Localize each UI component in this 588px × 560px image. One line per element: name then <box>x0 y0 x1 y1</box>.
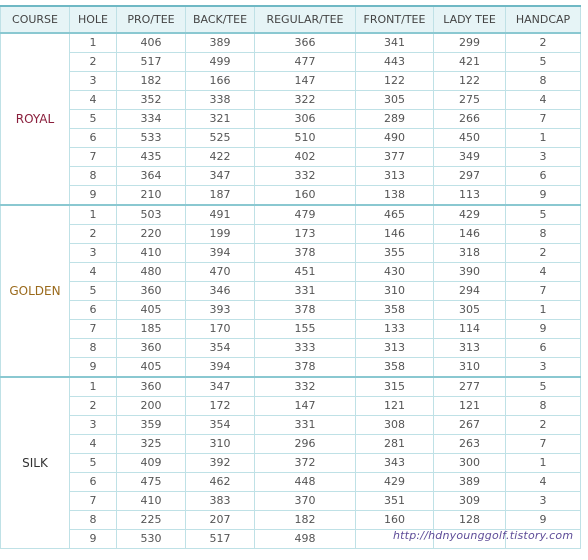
table-cell: 160 <box>356 511 434 530</box>
table-cell: 517 <box>117 53 186 72</box>
table-cell: 2 <box>70 225 117 244</box>
table-cell: 409 <box>117 454 186 473</box>
table-cell: 351 <box>356 492 434 511</box>
table-cell: 281 <box>356 435 434 454</box>
table-row <box>1 72 581 91</box>
header-row <box>1 6 581 33</box>
table-cell: 360 <box>117 339 186 358</box>
table-cell: 5 <box>506 205 581 225</box>
table-cell: 6 <box>506 167 581 186</box>
table-cell: 341 <box>356 33 434 53</box>
table-cell: 366 <box>255 33 356 53</box>
table-cell: 5 <box>506 377 581 397</box>
table-cell: 199 <box>186 225 255 244</box>
table-cell: 4 <box>506 263 581 282</box>
table-row <box>1 492 581 511</box>
watermark-url: http://hdnyounggolf.tistory.com <box>393 529 574 542</box>
table-row <box>1 53 581 72</box>
table-cell: 389 <box>186 33 255 53</box>
table-cell: 4 <box>70 91 117 110</box>
table-cell: 470 <box>186 263 255 282</box>
table-cell: 347 <box>186 167 255 186</box>
table-cell: 530 <box>117 530 186 549</box>
table-cell: 187 <box>186 186 255 206</box>
table-cell: 315 <box>356 377 434 397</box>
table-cell: 429 <box>356 473 434 492</box>
table-cell: 185 <box>117 320 186 339</box>
table-cell: 475 <box>117 473 186 492</box>
table-cell: 1 <box>70 33 117 53</box>
table-row <box>1 33 581 53</box>
table-row <box>1 320 581 339</box>
table-cell: 1 <box>506 301 581 320</box>
table-cell: 2 <box>70 53 117 72</box>
table-cell: 173 <box>255 225 356 244</box>
table-row <box>1 397 581 416</box>
table-cell: 332 <box>255 167 356 186</box>
table-cell: 383 <box>186 492 255 511</box>
table-cell: 9 <box>70 186 117 206</box>
table-cell: 480 <box>117 263 186 282</box>
table-cell: 275 <box>434 91 506 110</box>
table-cell: 220 <box>117 225 186 244</box>
table-row <box>1 244 581 263</box>
table-cell: 5 <box>506 53 581 72</box>
table-cell: 305 <box>434 301 506 320</box>
table-cell: 410 <box>117 244 186 263</box>
table-cell: 9 <box>506 186 581 206</box>
table-row <box>1 186 581 206</box>
table-cell: 7 <box>70 492 117 511</box>
table-cell: 4 <box>70 435 117 454</box>
table-cell: 517 <box>186 530 255 549</box>
table-cell: 3 <box>70 72 117 91</box>
table-cell: 7 <box>506 282 581 301</box>
table-cell: 322 <box>255 91 356 110</box>
table-cell: 355 <box>356 244 434 263</box>
table-cell: 6 <box>70 129 117 148</box>
table-cell: 146 <box>434 225 506 244</box>
table-cell: 182 <box>255 511 356 530</box>
table-cell: 172 <box>186 397 255 416</box>
table-cell: 338 <box>186 91 255 110</box>
table-cell: 313 <box>434 339 506 358</box>
table-cell: 294 <box>434 282 506 301</box>
table-cell: 289 <box>356 110 434 129</box>
table-cell: 360 <box>117 377 186 397</box>
table-cell: 114 <box>434 320 506 339</box>
table-cell: 6 <box>70 473 117 492</box>
column-header: LADY TEE <box>434 6 506 33</box>
table-cell: 3 <box>70 244 117 263</box>
table-row <box>1 416 581 435</box>
table-cell: 3 <box>506 492 581 511</box>
table-cell: 277 <box>434 377 506 397</box>
table-cell: 9 <box>70 530 117 549</box>
table-cell: 5 <box>70 454 117 473</box>
table-cell: 390 <box>434 263 506 282</box>
table-cell: 358 <box>356 301 434 320</box>
table-cell: 299 <box>434 33 506 53</box>
table-cell: 422 <box>186 148 255 167</box>
table-cell: 297 <box>434 167 506 186</box>
table-cell: 4 <box>70 263 117 282</box>
table-cell: 6 <box>70 301 117 320</box>
table-cell: 318 <box>434 244 506 263</box>
table-cell: 465 <box>356 205 434 225</box>
table-row <box>1 282 581 301</box>
table-cell: 378 <box>255 358 356 378</box>
table-cell: 121 <box>434 397 506 416</box>
table-row <box>1 148 581 167</box>
table-cell: 128 <box>434 511 506 530</box>
table-cell: 354 <box>186 339 255 358</box>
table-row <box>1 91 581 110</box>
table-cell: 498 <box>255 530 356 549</box>
table-cell: 490 <box>356 129 434 148</box>
table-cell: 448 <box>255 473 356 492</box>
table-cell: 1 <box>70 377 117 397</box>
table-cell: 450 <box>434 129 506 148</box>
table-cell: 406 <box>117 33 186 53</box>
table-cell: 8 <box>70 339 117 358</box>
table-cell: 9 <box>506 320 581 339</box>
table-cell: 8 <box>70 167 117 186</box>
table-cell: 503 <box>117 205 186 225</box>
column-header: HOLE <box>70 6 117 33</box>
table-cell: 310 <box>186 435 255 454</box>
table-row <box>1 473 581 492</box>
table-cell: 2 <box>506 33 581 53</box>
table-cell: 2 <box>70 397 117 416</box>
table-row <box>1 129 581 148</box>
column-header: PRO/TEE <box>117 6 186 33</box>
table-cell: 170 <box>186 320 255 339</box>
table-cell: 510 <box>255 129 356 148</box>
table-cell: 343 <box>356 454 434 473</box>
table-cell: 349 <box>434 148 506 167</box>
table-cell: 133 <box>356 320 434 339</box>
table-cell: 347 <box>186 377 255 397</box>
table-cell: 402 <box>255 148 356 167</box>
golf-course-yardage-table <box>0 5 581 549</box>
table-cell: 305 <box>356 91 434 110</box>
table-cell: 360 <box>117 282 186 301</box>
table-cell: 364 <box>117 167 186 186</box>
table-cell: 8 <box>506 397 581 416</box>
table-cell: 266 <box>434 110 506 129</box>
table-cell: 525 <box>186 129 255 148</box>
course-name-golden: GOLDEN <box>1 205 70 377</box>
table-row <box>1 110 581 129</box>
table-cell: 405 <box>117 301 186 320</box>
table-cell: 7 <box>506 110 581 129</box>
table-cell: 352 <box>117 91 186 110</box>
table-cell: 410 <box>117 492 186 511</box>
table-cell: 200 <box>117 397 186 416</box>
table-cell: 313 <box>356 339 434 358</box>
table-cell: 308 <box>356 416 434 435</box>
table-row <box>1 511 581 530</box>
table-cell: 435 <box>117 148 186 167</box>
table-cell: 394 <box>186 244 255 263</box>
table-cell: 3 <box>506 358 581 378</box>
table-cell: 7 <box>70 148 117 167</box>
table-cell: 1 <box>506 454 581 473</box>
table-cell: 3 <box>506 148 581 167</box>
table-cell: 359 <box>117 416 186 435</box>
table-row <box>1 301 581 320</box>
table-cell: 331 <box>255 282 356 301</box>
table-cell: 2 <box>506 416 581 435</box>
table-cell: 138 <box>356 186 434 206</box>
column-header: REGULAR/TEE <box>255 6 356 33</box>
table-cell: 377 <box>356 148 434 167</box>
table-cell: 300 <box>434 454 506 473</box>
table-cell: 4 <box>506 91 581 110</box>
table-cell: 8 <box>506 72 581 91</box>
table-cell: 225 <box>117 511 186 530</box>
table-cell: 267 <box>434 416 506 435</box>
table-cell: 372 <box>255 454 356 473</box>
table-cell: 477 <box>255 53 356 72</box>
table-row <box>1 167 581 186</box>
table-cell: 5 <box>70 282 117 301</box>
table-cell: 462 <box>186 473 255 492</box>
table-cell: 147 <box>255 72 356 91</box>
table-cell: 146 <box>356 225 434 244</box>
table-cell: 7 <box>506 435 581 454</box>
table-cell: 155 <box>255 320 356 339</box>
table-row <box>1 454 581 473</box>
table-cell: 296 <box>255 435 356 454</box>
table-cell: 499 <box>186 53 255 72</box>
table-cell: 7 <box>70 320 117 339</box>
table-cell: 443 <box>356 53 434 72</box>
table-cell: 121 <box>356 397 434 416</box>
table-cell: 122 <box>434 72 506 91</box>
table-cell: 310 <box>434 358 506 378</box>
table-cell: 378 <box>255 301 356 320</box>
table-cell: 451 <box>255 263 356 282</box>
table-cell: 533 <box>117 129 186 148</box>
table-cell: 1 <box>70 205 117 225</box>
table-cell: 9 <box>506 511 581 530</box>
table-cell: 332 <box>255 377 356 397</box>
course-name-royal: ROYAL <box>1 33 70 205</box>
table-cell: 6 <box>506 339 581 358</box>
table-cell: 321 <box>186 110 255 129</box>
table-row <box>1 205 581 225</box>
table-cell: 325 <box>117 435 186 454</box>
table-cell: 2 <box>506 244 581 263</box>
column-header: BACK/TEE <box>186 6 255 33</box>
table-cell: 3 <box>70 416 117 435</box>
table-cell: 393 <box>186 301 255 320</box>
table-cell: 310 <box>356 282 434 301</box>
table-row <box>1 435 581 454</box>
table-cell: 389 <box>434 473 506 492</box>
table-row <box>1 339 581 358</box>
table-cell: 429 <box>434 205 506 225</box>
table-cell: 9 <box>70 358 117 378</box>
table-cell: 333 <box>255 339 356 358</box>
table-cell: 405 <box>117 358 186 378</box>
table-cell: 122 <box>356 72 434 91</box>
table-cell: 334 <box>117 110 186 129</box>
table-row <box>1 263 581 282</box>
table-cell: 263 <box>434 435 506 454</box>
table-cell: 1 <box>506 129 581 148</box>
table-cell: 394 <box>186 358 255 378</box>
table-cell: 346 <box>186 282 255 301</box>
table-row <box>1 377 581 397</box>
table-cell: 491 <box>186 205 255 225</box>
table-cell: 8 <box>506 225 581 244</box>
table-cell: 378 <box>255 244 356 263</box>
table-cell: 430 <box>356 263 434 282</box>
course-name-silk: SILK <box>1 377 70 549</box>
table-cell: 358 <box>356 358 434 378</box>
table-cell: 5 <box>70 110 117 129</box>
table-cell: 147 <box>255 397 356 416</box>
table-row <box>1 358 581 378</box>
table-row <box>1 225 581 244</box>
table-cell: 160 <box>255 186 356 206</box>
table-cell: 421 <box>434 53 506 72</box>
table-cell: 306 <box>255 110 356 129</box>
table-cell: 182 <box>117 72 186 91</box>
table-cell: 309 <box>434 492 506 511</box>
column-header: FRONT/TEE <box>356 6 434 33</box>
table-cell: 354 <box>186 416 255 435</box>
table-cell: 4 <box>506 473 581 492</box>
table-cell: 313 <box>356 167 434 186</box>
column-header: HANDCAP <box>506 6 581 33</box>
table-cell: 207 <box>186 511 255 530</box>
table-cell: 392 <box>186 454 255 473</box>
table-cell: 8 <box>70 511 117 530</box>
table-cell: 331 <box>255 416 356 435</box>
table-cell: 166 <box>186 72 255 91</box>
column-header: COURSE <box>1 6 70 33</box>
table-cell: 370 <box>255 492 356 511</box>
table-cell: 210 <box>117 186 186 206</box>
table-cell: 113 <box>434 186 506 206</box>
table-cell: 479 <box>255 205 356 225</box>
